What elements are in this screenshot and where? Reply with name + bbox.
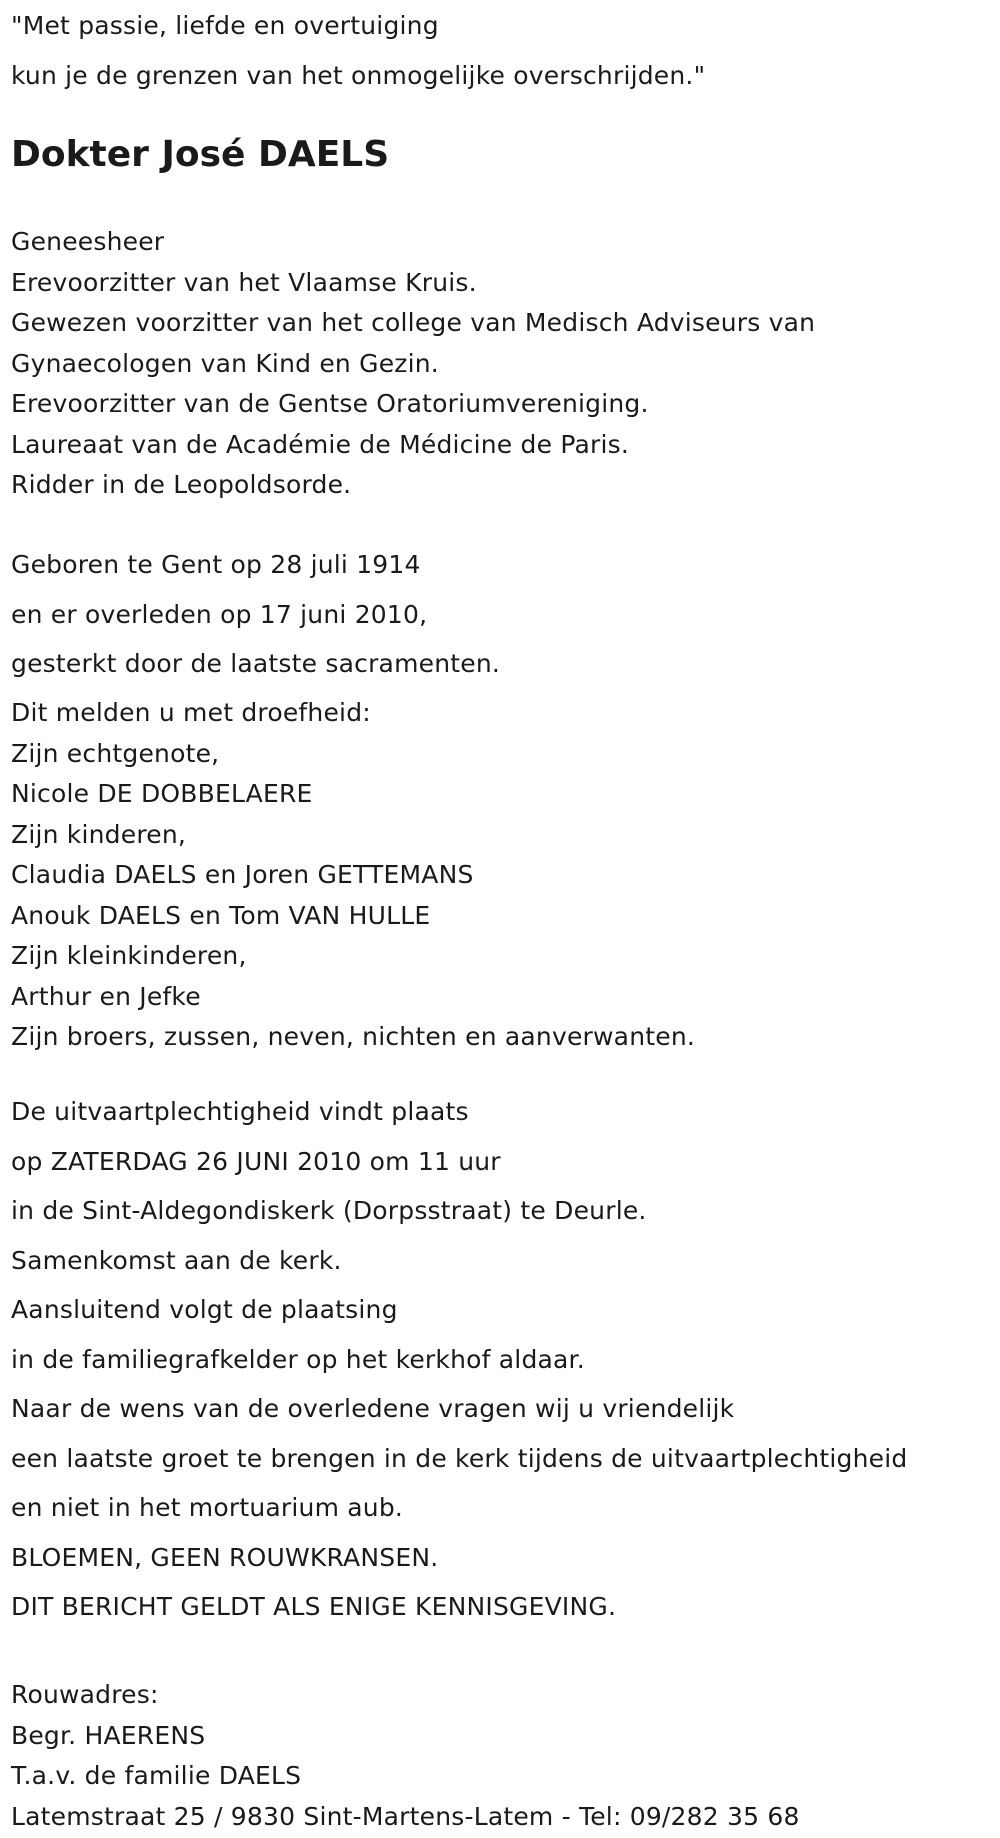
title-line: Erevoorzitter van het Vlaamse Kruis.	[11, 267, 477, 297]
mourner-line: Zijn broers, zussen, neven, nichten en aanverwanten.	[11, 1022, 696, 1051]
funeral-line: Aansluitend volgt de plaatsing	[11, 1295, 398, 1324]
funeral-line: Samenkomst aan de kerk.	[11, 1245, 342, 1275]
motto	[11, 1, 705, 100]
title-line: Geneesheer	[11, 227, 165, 256]
funeral-details	[11, 1087, 907, 1632]
birth-death-line: gesterkt door de laatste sacramenten.	[11, 649, 501, 678]
funeral-line: De uitvaartplechtigheid vindt plaats	[11, 1097, 469, 1126]
motto-line: kun je de grenzen van het onmogelijke overschrijden."	[11, 60, 706, 90]
funeral-line: BLOEMEN, GEEN ROUWKRANSEN.	[11, 1542, 439, 1572]
title-line: Gynaecologen van Kind en Gezin.	[11, 348, 439, 378]
mourners-list	[11, 693, 695, 1058]
mourner-line: Claudia DAELS en Joren GETTEMANS	[11, 860, 474, 889]
address-line: Rouwadres:	[11, 1680, 159, 1709]
funeral-line: op ZATERDAG 26 JUNI 2010 om 11 uur	[11, 1146, 501, 1176]
funeral-line: in de familiegrafkelder op het kerkhof aldaar.	[11, 1344, 585, 1374]
birth-death-line: Geboren te Gent op 28 juli 1914	[11, 550, 421, 579]
address-line: Latemstraat 25 / 9830 Sint-Martens-Latem - Tel: 09/282 35 68	[11, 1801, 800, 1831]
funeral-line: een laatste groet te brengen in de kerk tijdens de uitvaartplechtigheid	[11, 1443, 908, 1473]
address-line: T.a.v. de familie DAELS	[11, 1761, 302, 1790]
birth-death-line: en er overleden op 17 juni 2010,	[11, 599, 428, 629]
birth-death	[11, 540, 500, 689]
title-line: Ridder in de Leopoldsorde.	[11, 470, 352, 499]
mourner-line: Zijn kleinkinderen,	[11, 941, 247, 970]
mourner-line: Anouk DAELS en Tom VAN HULLE	[11, 900, 431, 930]
titles-list	[11, 222, 815, 506]
title-line: Laureaat van de Académie de Médicine de Paris.	[11, 429, 629, 459]
title-line: Erevoorzitter van de Gentse Oratoriumvereniging.	[11, 389, 649, 418]
mourner-line: Dit melden u met droefheid:	[11, 698, 371, 727]
mourner-line: Arthur en Jefke	[11, 981, 201, 1011]
title-line: Gewezen voorzitter van het college van Medisch Adviseurs van	[11, 308, 816, 337]
funeral-line: en niet in het mortuarium aub.	[11, 1493, 404, 1522]
deceased-name: Dokter José DAELS	[11, 134, 390, 175]
funeral-line: Naar de wens van de overledene vragen wij u vriendelijk	[11, 1394, 735, 1423]
mourning-address	[11, 1675, 800, 1837]
mourner-line: Zijn echtgenote,	[11, 738, 220, 768]
address-line: Begr. HAERENS	[11, 1720, 206, 1750]
mourner-line: Zijn kinderen,	[11, 819, 187, 849]
motto-line: "Met passie, liefde en overtuiging	[11, 11, 439, 40]
funeral-line: DIT BERICHT GELDT ALS ENIGE KENNISGEVING.	[11, 1592, 617, 1621]
funeral-line: in de Sint-Aldegondiskerk (Dorpsstraat) te Deurle.	[11, 1196, 647, 1225]
mourner-line: Nicole DE DOBBELAERE	[11, 779, 313, 808]
